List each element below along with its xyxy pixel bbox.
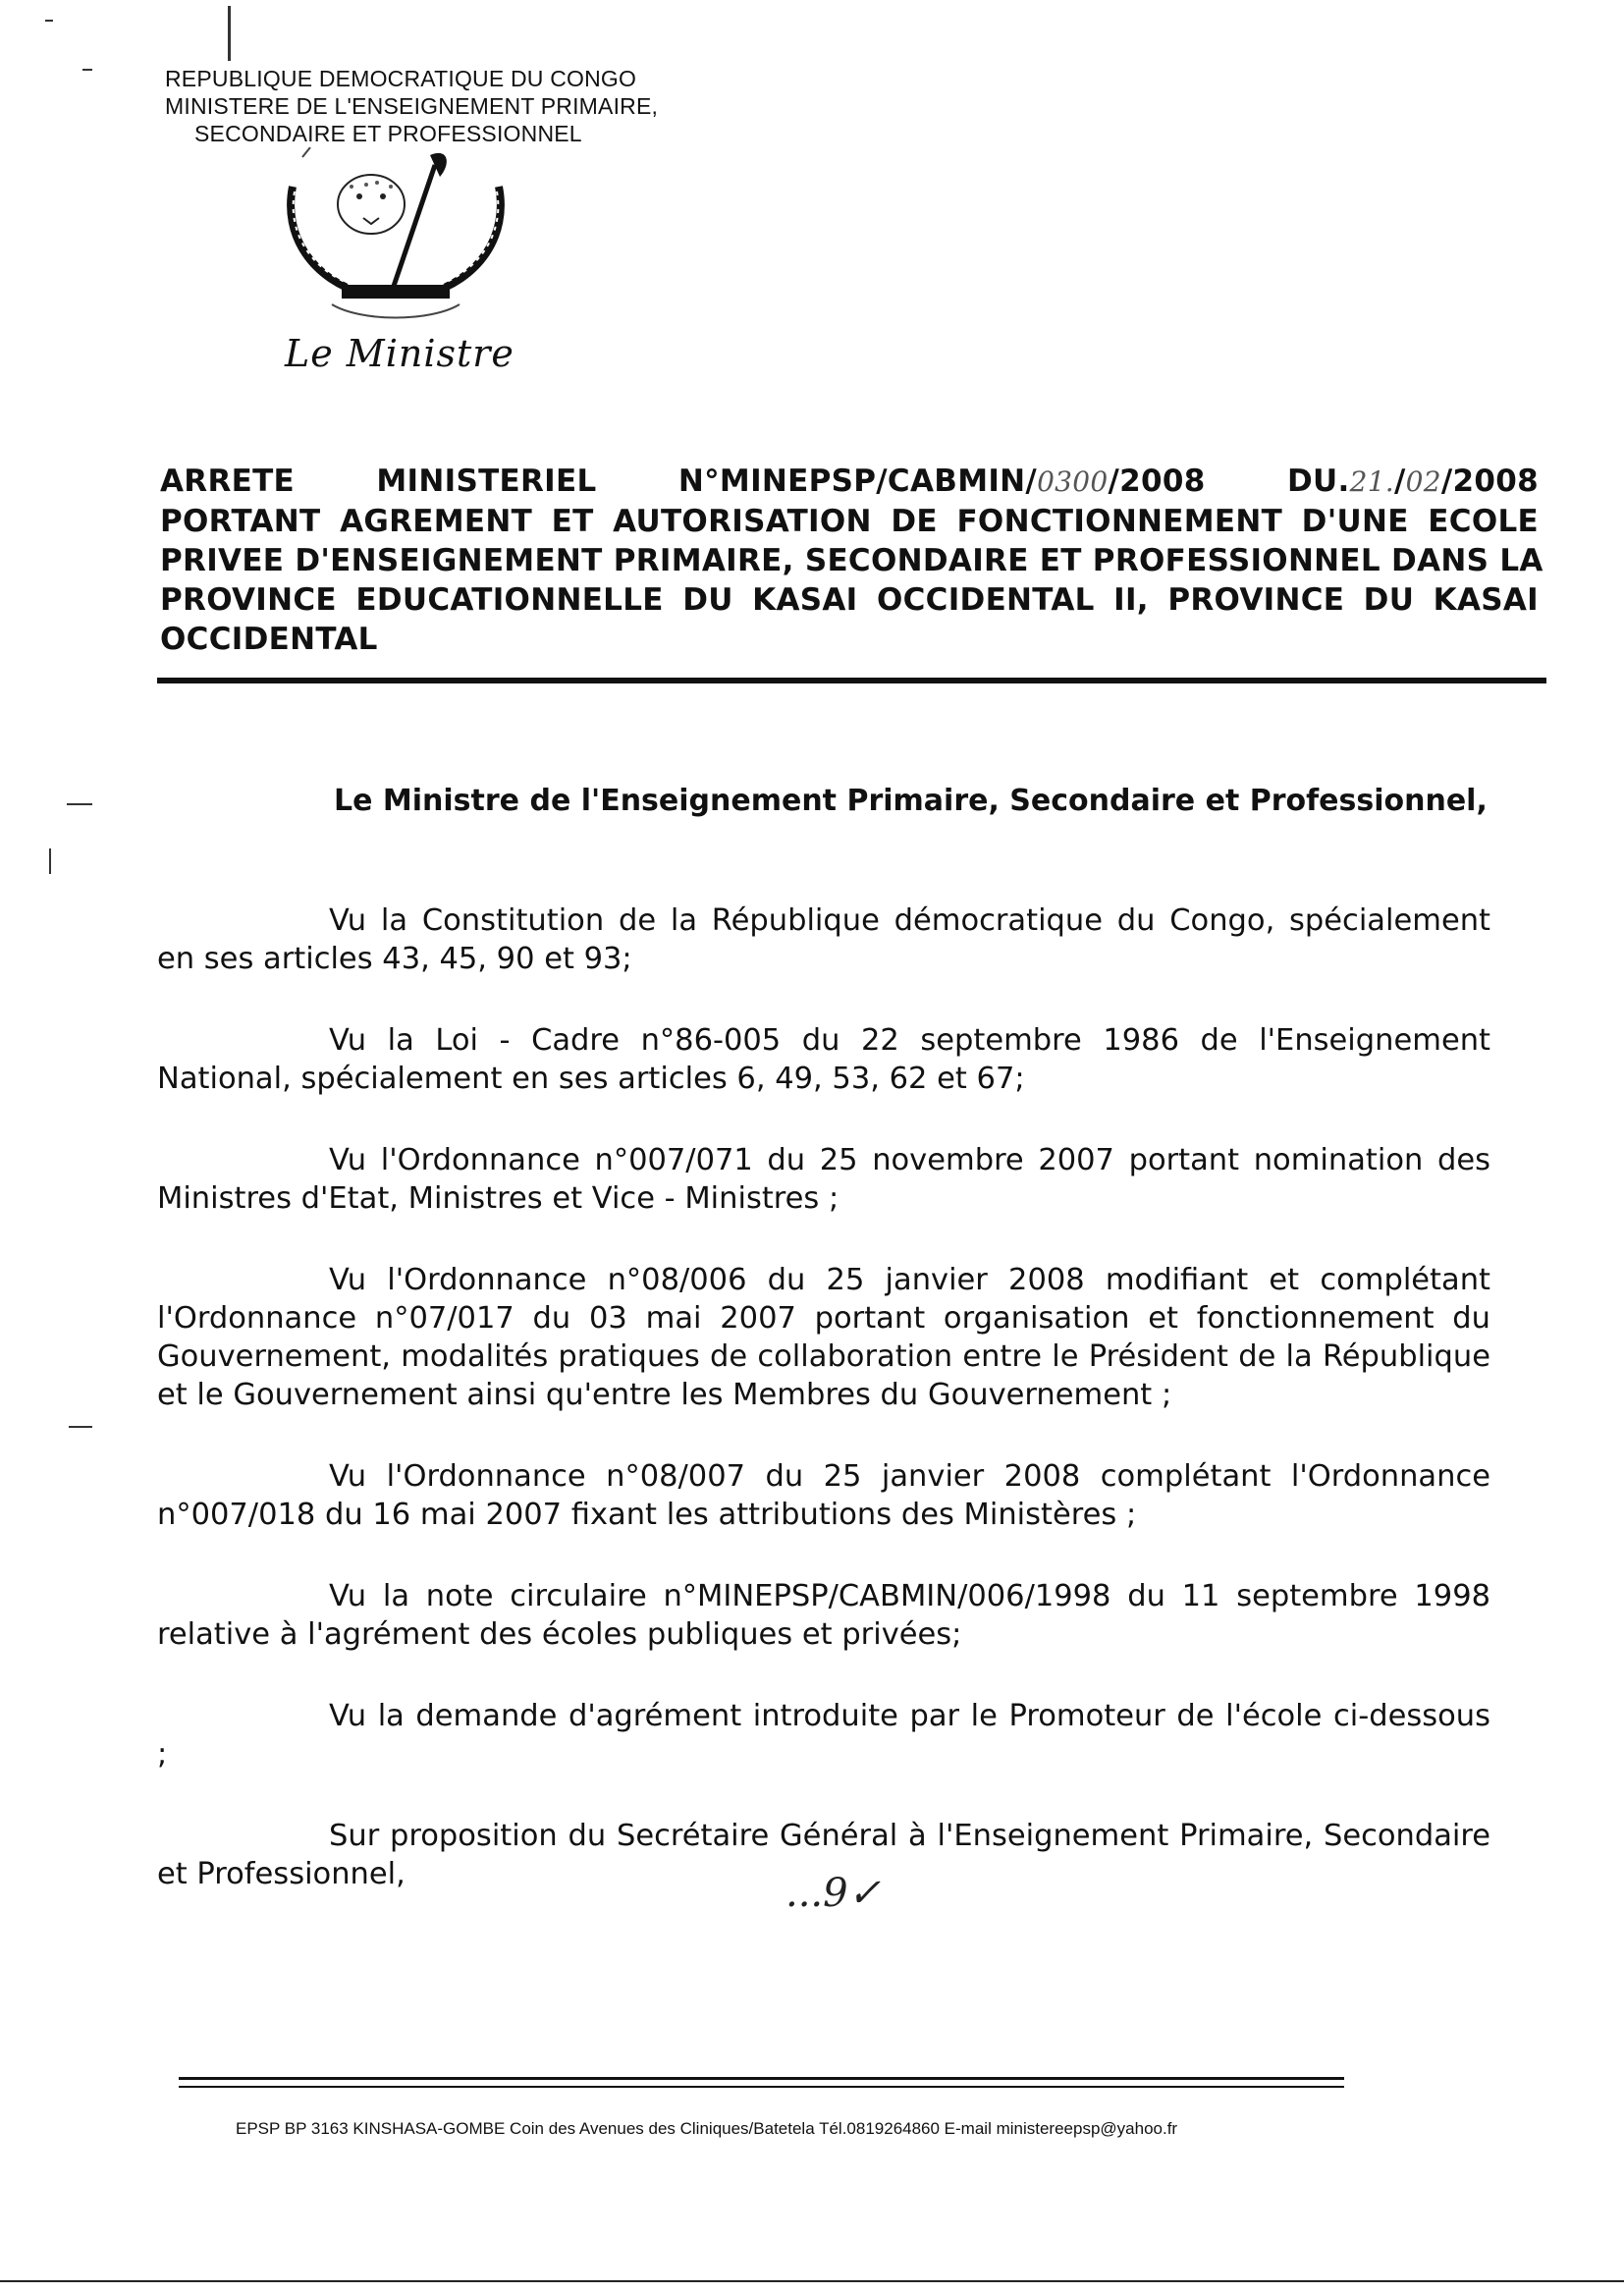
footer-divider xyxy=(179,2086,1344,2088)
letterhead-country: REPUBLIQUE DEMOCRATIQUE DU CONGO xyxy=(165,66,637,91)
addressee: Le Ministre de l'Enseignement Primaire, Secondaire et Professionnel, xyxy=(334,784,1488,818)
preamble-paragraph: Vu la demande d'agrément introduite par le Promoteur de l'école ci-dessous ; xyxy=(157,1699,1490,1772)
preamble xyxy=(157,901,1490,1937)
title-line: PORTANT AGREMENT ET AUTORISATION DE FONCTIONNEMENT D'UNE ECOLE xyxy=(160,504,1539,539)
page-edge-line xyxy=(0,2280,1624,2282)
scan-mark xyxy=(45,20,53,22)
scan-mark xyxy=(49,848,51,874)
letterhead xyxy=(165,65,715,147)
preamble-paragraph: Vu la Constitution de la République démocratique du Congo, spécialement en ses articles 43, 45, 90 et 93; xyxy=(157,903,1490,976)
title-line: OCCIDENTAL xyxy=(160,622,378,657)
preamble-paragraph: Vu la note circulaire n°MINEPSP/CABMIN/006/1998 du 11 septembre 1998 relative à l'agrément des écoles publiques et privées; xyxy=(157,1579,1490,1652)
signature-title: Le Ministre xyxy=(285,332,514,375)
scan-mark xyxy=(69,1426,92,1428)
handwritten-initials: ...9✓ xyxy=(785,1871,882,1916)
handwritten-month: 02 xyxy=(1405,465,1441,498)
letterhead-ministry: MINISTERE DE L'ENSEIGNEMENT PRIMAIRE, xyxy=(165,93,659,119)
decree-number-row xyxy=(160,462,1539,502)
footer-divider xyxy=(179,2077,1344,2080)
preamble-paragraph: Vu la Loi - Cadre n°86-005 du 22 septembre 1986 de l'Enseignement National, spécialement en ses articles 6, 49, 53, 62 et 67; xyxy=(157,1023,1490,1096)
preamble-paragraph: Sur proposition du Secrétaire Général à l'Enseignement Primaire, Secondaire et Professionnel, xyxy=(157,1819,1490,1891)
coat-of-arms-icon xyxy=(273,147,518,334)
preamble-paragraph: Vu l'Ordonnance n°08/006 du 25 janvier 2008 modifiant et complétant l'Ordonnance n°07/017 du 03 mai 2007 portant organisation et fonctionnement du Gouvernement, modalités pratiques de collaboration entre le Président de la République et le Gouvernement ainsi qu'entre les Membres du Gouvernement ; xyxy=(157,1263,1490,1412)
title-divider xyxy=(157,678,1546,683)
title-word-ministeriel: MINISTERIEL xyxy=(376,464,597,499)
decree-title xyxy=(160,462,1543,659)
title-line: PRIVEE D'ENSEIGNEMENT PRIMAIRE, SECONDAIRE ET PROFESSIONNEL DANS LA xyxy=(160,543,1543,578)
footer-contact: EPSP BP 3163 KINSHASA-GOMBE Coin des Avenues des Cliniques/Batetela Tél.0819264860 E-mail ministereepsp@yahoo.fr xyxy=(236,2119,1178,2138)
letterhead-ministry-cont: SECONDAIRE ET PROFESSIONNEL xyxy=(194,121,582,146)
scan-mark xyxy=(82,69,92,71)
preamble-paragraph: Vu l'Ordonnance n°08/007 du 25 janvier 2008 complétant l'Ordonnance n°007/018 du 16 mai 2007 fixant les attributions des Ministères ; xyxy=(157,1459,1490,1532)
title-line: PROVINCE EDUCATIONNELLE DU KASAI OCCIDENTAL II, PROVINCE DU KASAI xyxy=(160,582,1539,618)
handwritten-day: 21. xyxy=(1349,465,1395,498)
decree-date: DU.21./02/2008 xyxy=(1286,464,1539,499)
title-word-arrete: ARRETE xyxy=(160,464,296,499)
handwritten-number: 0300 xyxy=(1037,465,1109,498)
preamble-paragraph: Vu l'Ordonnance n°007/071 du 25 novembre 2007 portant nomination des Ministres d'Etat, Ministres et Vice - Ministres ; xyxy=(157,1143,1490,1216)
scan-mark xyxy=(67,803,92,805)
decree-number: N°MINEPSP/CABMIN/0300/2008 xyxy=(677,464,1206,499)
scan-mark xyxy=(228,6,231,61)
